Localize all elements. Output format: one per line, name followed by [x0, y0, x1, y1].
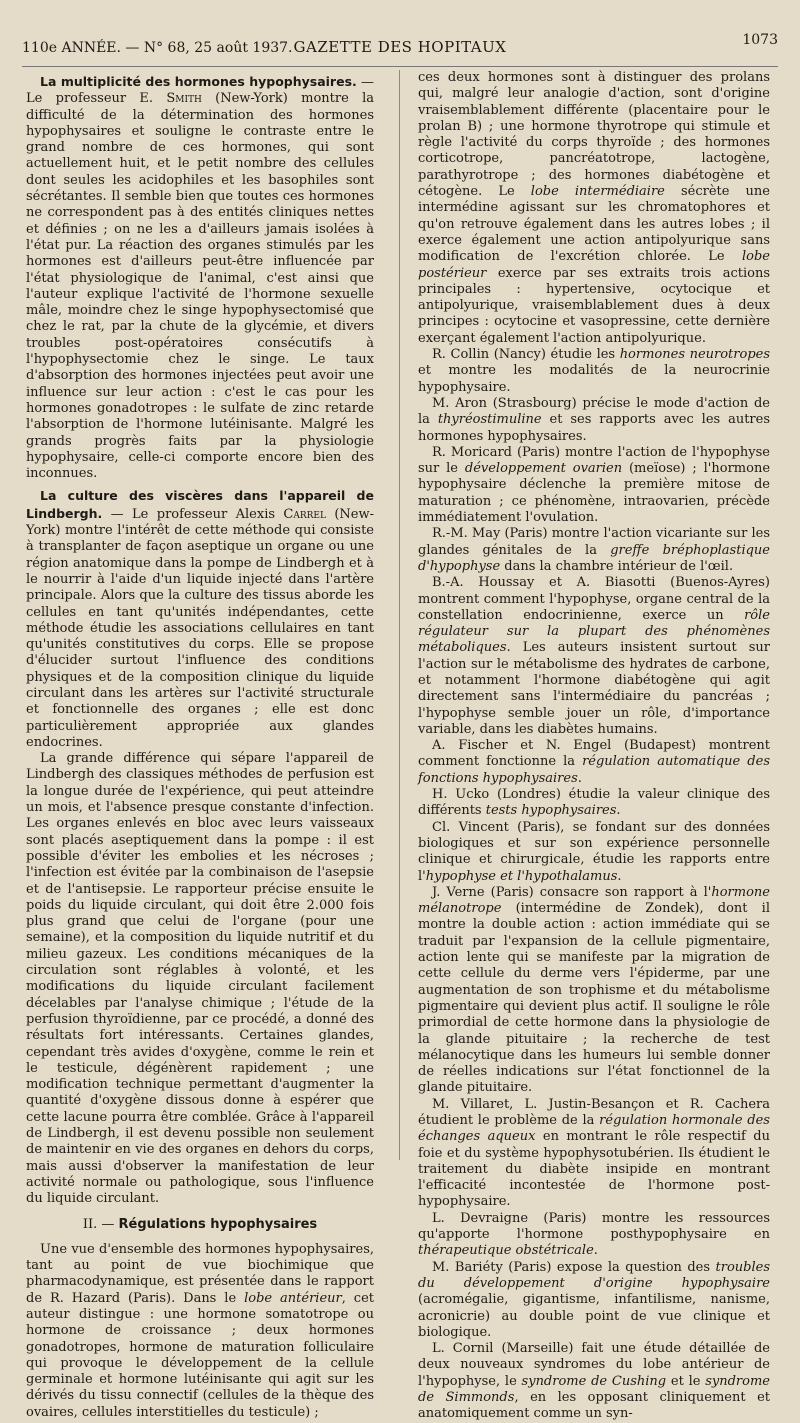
paragraph-moricard: R. Moricard (Paris) montre l'action de l'hypophyse sur le développement ovarien (meïose) ; l'hormone hypophysaire déclenche la première mitose de maturation ; ce phénomène, intraovarien, précède immédiatement l'ovulation. — [418, 444, 771, 526]
section-heading-hormones: La multiplicité des hormones hypophysaires. — [40, 74, 357, 89]
paragraph-verne: J. Verne (Paris) consacre son rapport à l'hormone mélanotrope (intermédine de Zondek), dont il montre la double action : action immédiate qui se traduit par l'expansion de la cellule pigmentaire, action lente qui se manifeste par la migration de cette cellule du derme vers l'épiderme, par une augmentation de son trophisme et du métabolisme pigmentaire qui devient plus actif. Il souligne le rôle primordial de cette hormone dans la physiologie de la glande pituitaire ; la recherche de test mélanocytique dans les humeurs lui semble donner de réelles indications sur l'état fonctionnel de la glande pituitaire. — [418, 884, 770, 1096]
paragraph-devraigne: L. Devraigne (Paris) montre les ressources qu'apporte l'hormone posthypophysaire en thérapeutique obstétricale. — [418, 1210, 770, 1259]
paragraph-vincent: Cl. Vincent (Paris), se fondant sur des données biologiques et sur son expérience personnelle clinique et chirurgicale, étudie les rapports entre l'hypophyse et l'hypothalamus. — [418, 819, 770, 884]
paragraph-fischer: A. Fischer et N. Engel (Budapest) montrent comment fonctionne la régulation automatique des fonctions hypophysaires. — [418, 738, 770, 786]
section-title-regulations: II. — Régulations hypophysaires — [82, 1217, 318, 1233]
right-column — [418, 70, 770, 1423]
paragraph-bariety: M. Bariéty (Paris) expose la question des troubles du développement d'origine hypophysaire (acromégalie, gigantisme, infantilisme, nanisme, acronicrie) au double point de vue clinique et biologique. — [418, 1259, 770, 1340]
paragraph-houssay: B.-A. Houssay et A. Biasotti (Buenos-Ayres) montrent comment l'hypophyse, organe central de la constellation endocrinienne, exerce un rôle régulateur sur la plupart des phénomènes métaboliques. Les auteurs insistent surtout sur l'action sur le métabolisme des hydrates de carbone, et notamment l'hormone diabétogène qui agit directement sans l'intermédiaire du pancréas ; l'hypophyse semble jouer un rôle, d'importance variable, dans les diabètes humains. — [418, 575, 770, 737]
issue-info: 110e ANNÉE. — N° 68, 25 août 1937. — [22, 40, 293, 56]
paragraph-aron: M. Aron (Strasbourg) précise le mode d'action de la thyréostimuline et ses rapports avec les autres hormones hypophysaires. — [418, 395, 771, 444]
column-divider — [399, 70, 400, 1160]
paragraph-lindbergh: La culture des viscères dans l'appareil de Lindbergh. — Le professeur Alexis Carrel (New-York) montre l'intérêt de cette méthode qui consiste à transplanter de façon aseptique un organe ou une région anatomique dans la pompe de Lindbergh et à le nourrir à l'aide d'un liquide injecté dans l'artère principale. Alors que la culture des tissus aborde les cellules en tant qu'unités indépendantes, cette méthode étudie les associations cellulaires en tant qu'unités constitutives du corps. Elle se propose d'élucider surtout l'influence des conditions physiques et de la composition clinique du liquide circulant dans les artères sur l'activité structurale et fonctionnelle des organes ; elle est donc particulièrement appropriée aux glandes endocrines. — [26, 488, 374, 750]
page-header — [22, 30, 778, 60]
header-rule — [22, 66, 778, 67]
left-column — [26, 74, 374, 1421]
paragraph-villaret: M. Villaret, L. Justin-Besançon et R. Cachera étudient le problème de la régulation hormonale des échanges aqueux en montrant le rôle respectif du foie et du système hypophysotubérien. Ils étudient le traitement du diabète insipide en montrant l'efficacité incontestée de l'hormone post-hypophysaire. — [418, 1096, 770, 1210]
paragraph-continuation: ces deux hormones sont à distinguer des prolans qui, malgré leur analogie d'action, sont d'origine vraisemblablement différente (placentaire pour le prolan B) ; une hormone thyrotrope qui stimule et règle l'activité du corps thyroïde ; des hormones corticotrope, pancréatotrope, lactogène, parathyrotrope ; des hormones diabétogène et cétogène. Le lobe intermédiaire sécrète une intermédine agissant sur les chromatophores et qu'on retrouve également dans les autres lobes ; il exerce également une action antipolyurique sans modification de l'excrétion chlorée. Le lobe postérieur exerce par ses extraits trois actions principales : hypertensive, ocytocique et antipolyurique, vraisemblablement dues à deux principes : ocytocine et vasopressine, cette dernière exerçant également l'action antipolyurique. — [418, 70, 770, 346]
page-number: 1073 — [742, 32, 778, 48]
paragraph-hormones-multiplicity: La multiplicité des hormones hypophysaires. — Le professeur E. Smith (New-York) montre la difficulté de la détermination des hormones hypophysaires et souligne le contraste entre le grand nombre de ces hormones, qui sont actuellement huit, et le petit nombre des cellules dont seules les acidophiles et les basophiles sont sécrétantes. Il semble bien que toutes ces hormones ne correspondent pas à des entités cliniques nettes et définies ; on ne les a d'ailleurs jamais isolées à l'état pur. La réaction des organes stimulés par les hormones est d'ailleurs peut-être influencée par l'état physiologique de l'animal, c'est ainsi que l'auteur explique l'activité de l'hormone sexuelle mâle, moindre chez le singe hypophysectomisé que chez le rat, par la chute de la glycémie, et divers troubles post-opératoires consécutifs à l'hypophysectomie chez le singe. Le taux d'absorption des hormones injectées peut avoir une influence sur leur action : c'est le cas pour les hormones gonadotropes : le sulfate de zinc retarde l'absorption de l'hormone lutéinisante. Malgré les grands progrès faits par la physiologie hypophysaire, celle-ci comporte encore bien des inconnues. — [26, 74, 374, 482]
paragraph-ucko: H. Ucko (Londres) étudie la valeur clinique des différents tests hypophysaires. — [418, 787, 770, 819]
paragraph-cornil: L. Cornil (Marseille) fait une étude détaillée de deux nouveaux syndromes du lobe antérieur de l'hypophyse, le syndrome de Cushing et le syndrome de Simmonds, en les opposant cliniquement et anatomiquement comme un syn- — [418, 1341, 771, 1422]
paragraph-may: R.-M. May (Paris) montre l'action vicariante sur les glandes génitales de la greffe bréphoplastique d'hypophyse dans la chambre intérieur de l'œil. — [418, 526, 770, 574]
paragraph-collin: R. Collin (Nancy) étudie les hormones neurotropes et montre les modalités de la neurocrinie hypophysaire. — [418, 347, 771, 395]
author-name: Carrel — [283, 506, 326, 522]
paragraph-lindbergh-2: La grande différence qui sépare l'appareil de Lindbergh des classiques méthodes de perfusion est la longue durée de l'expérience, qui peut atteindre un mois, et l'absence presque constante d'infection. Les organes enlevés en bloc avec leurs vaisseaux sont placés aseptiquement dans la pompe : il est possible d'éviter les embolies et les nécroses ; l'infection est évitée par la combinaison de l'asepsie et de l'antisepsie. Le rapporteur précise ensuite le poids du liquide circulant, qui doit être 2.000 fois plus grand que celui de l'organe (pour une semaine), et la composition du liquide nutritif et du milieu gazeux. Les conditions mécaniques de la circulation sont réglables à volonté, et les modifications du liquide circulant facilement décelables par l'analyse chimique ; l'étude de la perfusion thyroïdienne, par ce procédé, a donné des résultats fort intéressants. Certaines glandes, cependant très avides d'oxygène, comme le rein et le testicule, dégénèrent rapidement ; une modification technique permettant d'augmenter la quantité d'oxygène dissous donne à espérer que cette lacune pourra être comblée. Grâce à l'appareil de Lindbergh, il est devenu possible non seulement de maintenir en vie des organes en dehors du corps, mais aussi d'observer la manifestation de leur activité normale ou pathologique, sous l'influence du liquide circulant. — [26, 751, 374, 1207]
author-name: Smith — [166, 91, 202, 107]
paragraph-regulations: Une vue d'ensemble des hormones hypophysaires, tant au point de vue biochimique que pharmacodynamique, est présentée dans le rapport de R. Hazard (Paris). Dans le lobe antérieur, cet auteur distingue : une hormone somatotrope ou hormone de croissance ; deux hormones gonadotropes, hormone de maturation folliculaire qui provoque le développement de la cellule germinale et hormone lutéinisante qui agit sur les dérivés du tissu connectif (cellules de la thèque des ovaires, cellules interstitielles du testicule) ; — [26, 1241, 375, 1420]
journal-title: GAZETTE DES HOPITAUX — [293, 38, 507, 56]
section-heading-lindbergh: La culture des viscères dans l'appareil de Lindbergh. — [26, 488, 374, 521]
